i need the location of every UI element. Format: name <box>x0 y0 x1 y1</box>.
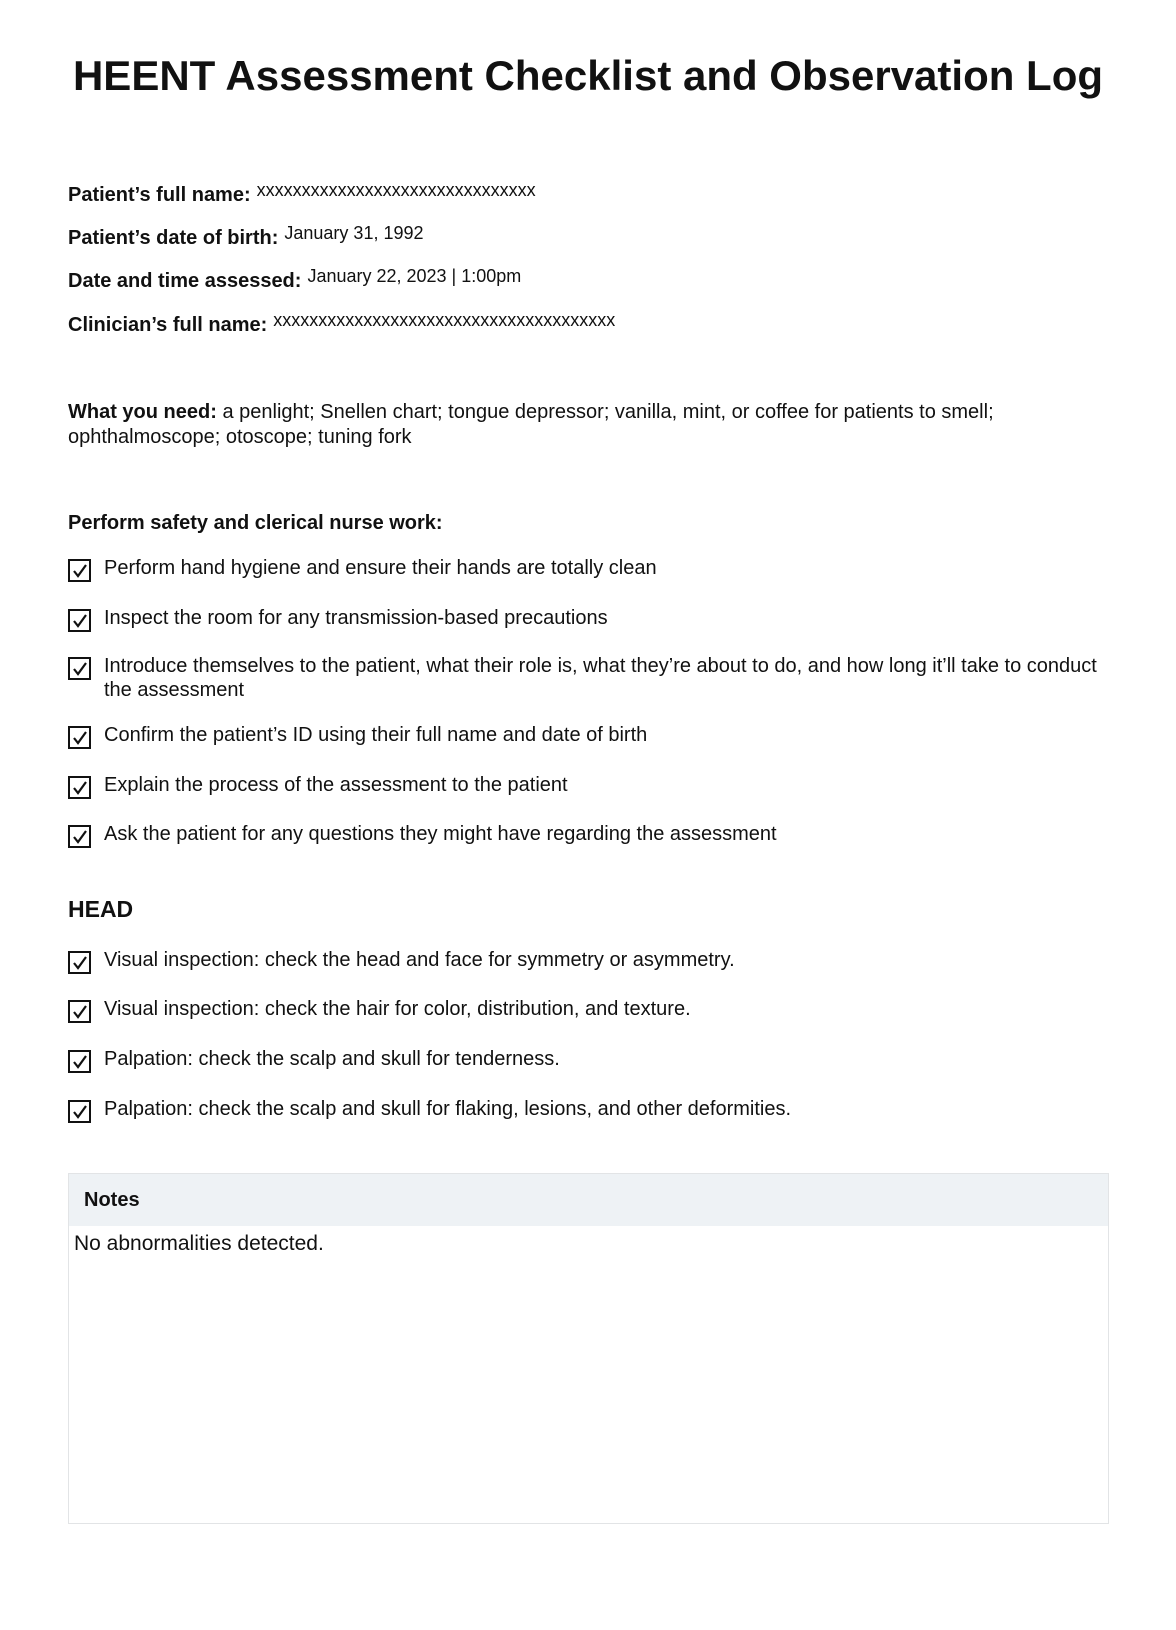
checkmark-icon <box>72 955 88 971</box>
field-label: Clinician’s full name: <box>68 314 268 336</box>
checklist-item <box>68 606 1108 632</box>
checklist-item-text: Ask the patient for any questions they might have regarding the assessment <box>104 823 777 845</box>
checkmark-icon <box>72 780 88 796</box>
checkmark-icon <box>72 1054 88 1070</box>
checkbox[interactable] <box>68 1000 91 1023</box>
checklist-item <box>68 654 1108 702</box>
field-label: Patient’s full name: <box>68 184 251 206</box>
checkbox[interactable] <box>68 559 91 582</box>
checklist-item-text: Perform hand hygiene and ensure their hands are totally clean <box>104 557 657 579</box>
need-label: What you need: <box>68 401 217 423</box>
checkmark-icon <box>72 1104 88 1120</box>
dob-field <box>68 223 424 250</box>
clinician-name-value[interactable]: xxxxxxxxxxxxxxxxxxxxxxxxxxxxxxxxxxxxxx <box>273 310 616 330</box>
checkbox[interactable] <box>68 825 91 848</box>
checkmark-icon <box>72 1004 88 1020</box>
checklist-item <box>68 1047 1108 1073</box>
checkmark-icon <box>72 613 88 629</box>
need-text: a penlight; Snellen chart; tongue depressor; vanilla, mint, or coffee for patients to smell; ophthalmoscope; otoscope; tuning fork <box>68 401 994 448</box>
checkmark-icon <box>72 829 88 845</box>
checkbox[interactable] <box>68 657 91 680</box>
checkbox[interactable] <box>68 951 91 974</box>
checklist-item <box>68 556 1108 582</box>
checkmark-icon <box>72 563 88 579</box>
field-label: Date and time assessed: <box>68 270 302 292</box>
checkbox[interactable] <box>68 1050 91 1073</box>
what-you-need <box>68 400 1108 450</box>
field-label: Patient’s date of birth: <box>68 227 279 249</box>
notes-text[interactable]: No abnormalities detected. <box>74 1232 324 1255</box>
notes-heading: Notes <box>69 1174 1108 1226</box>
assessed-value[interactable]: January 22, 2023 | 1:00pm <box>307 266 522 286</box>
checklist-item-text: Visual inspection: check the hair for color, distribution, and texture. <box>104 998 691 1020</box>
checkmark-icon <box>72 730 88 746</box>
checklist-item-text: Introduce themselves to the patient, what their role is, what they’re about to do, and how long it’ll take to conduct the assessment <box>104 655 1097 701</box>
clinician-name-field <box>68 310 616 337</box>
dob-value[interactable]: January 31, 1992 <box>284 223 424 243</box>
checkmark-icon <box>72 661 88 677</box>
page-title: HEENT Assessment Checklist and Observation Log <box>72 52 1104 99</box>
checklist-item <box>68 997 1108 1023</box>
checklist-item <box>68 948 1108 974</box>
notes-box <box>68 1173 1109 1524</box>
safety-heading: Perform safety and clerical nurse work: <box>68 512 443 534</box>
checkbox[interactable] <box>68 1100 91 1123</box>
checklist-item <box>68 822 1108 848</box>
checklist-item-text: Visual inspection: check the head and face for symmetry or asymmetry. <box>104 949 735 971</box>
patient-name-value[interactable]: xxxxxxxxxxxxxxxxxxxxxxxxxxxxxxx <box>256 180 536 200</box>
checklist-item-text: Confirm the patient’s ID using their full name and date of birth <box>104 724 648 746</box>
patient-name-field <box>68 180 536 207</box>
checklist-item <box>68 723 1108 749</box>
checkbox[interactable] <box>68 609 91 632</box>
checkbox[interactable] <box>68 726 91 749</box>
assessed-field <box>68 266 522 293</box>
checklist-item <box>68 1097 1108 1123</box>
checklist-item-text: Palpation: check the scalp and skull for tenderness. <box>104 1048 560 1070</box>
checklist-item-text: Explain the process of the assessment to the patient <box>104 774 568 796</box>
head-heading: HEAD <box>68 896 134 922</box>
checklist-item-text: Palpation: check the scalp and skull for flaking, lesions, and other deformities. <box>104 1098 792 1120</box>
checkbox[interactable] <box>68 776 91 799</box>
checklist-item <box>68 773 1108 799</box>
checklist-item-text: Inspect the room for any transmission-based precautions <box>104 607 608 629</box>
